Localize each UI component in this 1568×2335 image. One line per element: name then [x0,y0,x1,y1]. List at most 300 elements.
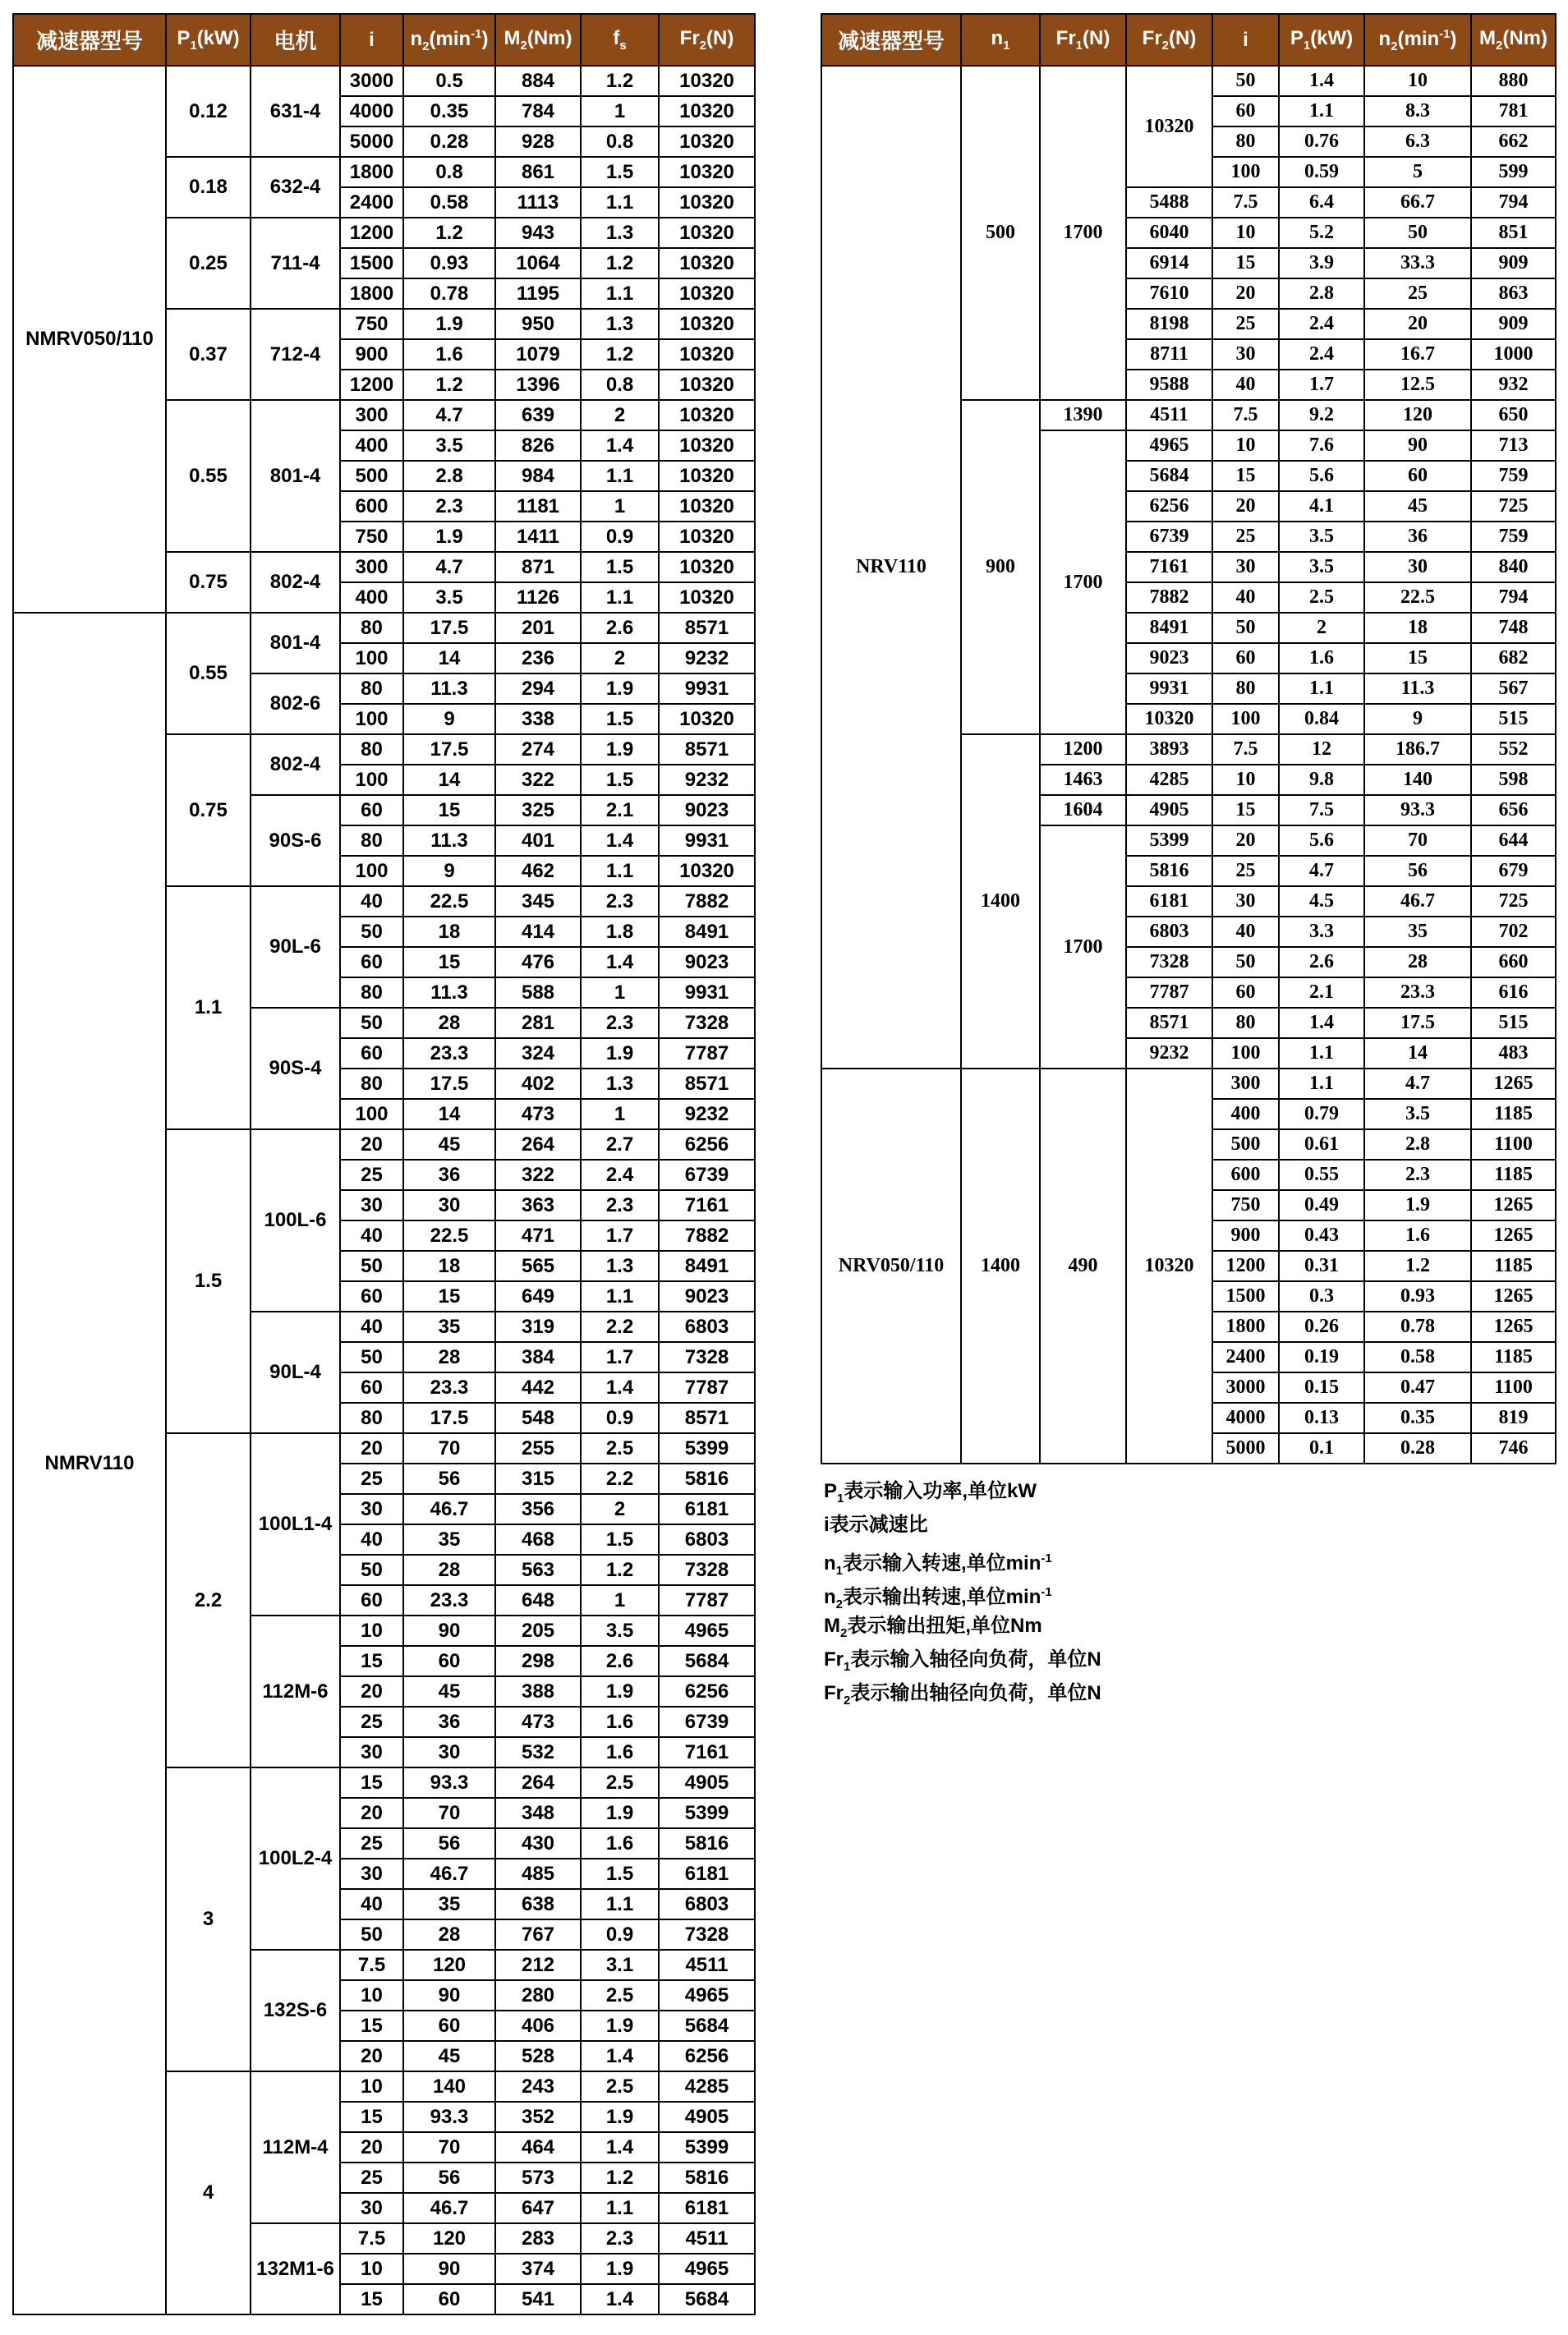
i-cell: 50 [1212,613,1279,643]
fr2-cell: 6181 [1126,886,1212,917]
fr2-cell: 5684 [1126,461,1212,491]
n2-cell: 8.3 [1364,96,1471,126]
fr2-cell: 6739 [659,1160,755,1190]
legend-line: $M_2$表示输出扭矩,单位Nm [824,1615,1042,1640]
fr2-cell: 9931 [1126,673,1212,704]
m2-cell: 1000 [1471,339,1556,370]
fs-cell: 1.9 [581,1798,659,1828]
n2-cell: 10 [1364,66,1471,96]
fr2-cell: 4965 [1126,430,1212,461]
m2-cell: 656 [1471,795,1556,825]
n2-cell: 60 [403,1646,495,1676]
i-cell: 600 [340,491,403,522]
m2-cell: 599 [1471,157,1556,187]
col-header-p1: $P_1(kW)$ [1279,14,1364,66]
power-cell: 0.18 [166,157,251,218]
n2-cell: 11.3 [403,673,495,704]
i-cell: 30 [1212,339,1279,370]
i-cell: 80 [340,613,403,643]
n2-cell: 70 [1364,825,1471,856]
m2-cell: 515 [1471,704,1556,734]
p1-cell: 1.1 [1279,96,1364,126]
i-cell: 750 [1212,1190,1279,1220]
m2-cell: 1126 [495,582,581,613]
fs-cell: 1.9 [581,1676,659,1707]
model-cell: NRV110 [821,66,961,1069]
fr2-cell: 9023 [659,947,755,977]
n2-cell: 9 [403,856,495,886]
p1-cell: 1.1 [1279,1069,1364,1099]
n2-cell: 45 [1364,491,1471,522]
i-cell: 7.5 [340,1950,403,1980]
m2-cell: 871 [495,552,581,582]
fr2-cell: 10320 [659,400,755,430]
m2-cell: 650 [1471,400,1556,430]
fs-cell: 1.1 [581,278,659,309]
fs-cell: 1.2 [581,1555,659,1585]
n2-cell: 90 [403,2254,495,2284]
n2-cell: 45 [403,2041,495,2071]
n2-cell: 4.7 [1364,1069,1471,1099]
m2-cell: 662 [1471,126,1556,157]
fr2-cell: 5816 [1126,856,1212,886]
fr2-cell: 6181 [659,1494,755,1524]
fr2-cell: 6803 [1126,917,1212,947]
motor-cell: 132M1-6 [251,2223,340,2314]
n2-cell: 0.5 [403,66,495,96]
n2-cell: 3.5 [403,582,495,613]
m2-cell: 483 [1471,1038,1556,1069]
fs-cell: 2.4 [581,1160,659,1190]
m2-cell: 476 [495,947,581,977]
m2-cell: 647 [495,2193,581,2223]
i-cell: 2400 [340,187,403,218]
col-header-n2: $n_2(\min^{-1})$ [403,14,495,66]
p1-cell: 0.26 [1279,1312,1364,1342]
i-cell: 10 [1212,218,1279,248]
m2-cell: 374 [495,2254,581,2284]
i-cell: 1800 [340,157,403,187]
m2-cell: 324 [495,1038,581,1069]
i-cell: 100 [340,704,403,734]
i-cell: 4000 [1212,1403,1279,1433]
m2-cell: 255 [495,1433,581,1464]
col-header-m2: $M_2(Nm)$ [495,14,581,66]
i-cell: 60 [340,947,403,977]
fr2-cell: 8491 [659,917,755,947]
fr2-cell: 10320 [659,126,755,157]
fr2-cell: 10320 [659,370,755,400]
n2-cell: 11.3 [1364,673,1471,704]
m2-cell: 345 [495,886,581,917]
i-cell: 7.5 [1212,187,1279,218]
m2-cell: 861 [495,157,581,187]
i-cell: 100 [340,1099,403,1129]
fs-cell: 1.6 [581,1828,659,1859]
fr2-cell: 4511 [659,2223,755,2254]
fr2-cell: 9232 [659,765,755,795]
i-cell: 500 [1212,1129,1279,1160]
fs-cell: 1.4 [581,2284,659,2314]
fr2-cell: 4511 [1126,400,1212,430]
m2-cell: 767 [495,1919,581,1950]
fr2-cell: 7161 [659,1737,755,1767]
i-cell: 80 [340,734,403,765]
i-cell: 25 [340,1160,403,1190]
fr2-cell: 9023 [1126,643,1212,673]
n2-cell: 45 [403,1676,495,1707]
i-cell: 15 [340,2011,403,2041]
n2-cell: 18 [1364,613,1471,643]
fs-cell: 1.9 [581,1038,659,1069]
n2-cell: 46.7 [403,1859,495,1889]
i-cell: 60 [1212,96,1279,126]
i-cell: 100 [1212,157,1279,187]
m2-cell: 338 [495,704,581,734]
i-cell: 80 [340,977,403,1008]
fr2-cell: 9931 [659,825,755,856]
n2-cell: 90 [1364,430,1471,461]
col-header-fr2: $Fr_2(N)$ [659,14,755,66]
col-header-i: i [1212,14,1279,66]
p1-cell: 0.43 [1279,1220,1364,1251]
m2-cell: 348 [495,1798,581,1828]
i-cell: 10 [340,2071,403,2102]
i-cell: 30 [340,1190,403,1220]
n2-cell: 60 [403,2011,495,2041]
fr2-cell: 9931 [659,673,755,704]
col-header-n1: $n_1$ [961,14,1040,66]
n2-cell: 25 [1364,278,1471,309]
fs-cell: 1.2 [581,248,659,278]
fr2-cell: 6040 [1126,218,1212,248]
col-header-fr1: $Fr_1(N)$ [1040,14,1126,66]
n2-cell: 93.3 [403,1767,495,1798]
col-header-n2: $n_2(\min^{-1})$ [1364,14,1471,66]
i-cell: 50 [340,1008,403,1038]
n2-cell: 36 [403,1707,495,1737]
fr2-cell: 6739 [659,1707,755,1737]
i-cell: 20 [1212,825,1279,856]
i-cell: 50 [1212,947,1279,977]
col-header-fs: $f_s$ [581,14,659,66]
n2-cell: 56 [403,1464,495,1494]
fr2-cell: 7787 [659,1585,755,1616]
motor-cell: 802-4 [251,552,340,613]
m2-cell: 565 [495,1251,581,1281]
n2-cell: 9 [1364,704,1471,734]
power-cell: 1.1 [166,886,251,1129]
motor-cell: 802-4 [251,734,340,795]
p1-cell: 3.3 [1279,917,1364,947]
m2-cell: 274 [495,734,581,765]
i-cell: 80 [340,673,403,704]
i-cell: 300 [340,552,403,582]
motor-cell: 90S-4 [251,1008,340,1129]
i-cell: 1800 [340,278,403,309]
i-cell: 60 [340,795,403,825]
i-cell: 10 [1212,765,1279,795]
m2-cell: 759 [1471,522,1556,552]
i-cell: 40 [1212,582,1279,613]
fr2-cell: 8571 [1126,1008,1212,1038]
m2-cell: 713 [1471,430,1556,461]
i-cell: 10 [340,2254,403,2284]
n2-cell: 14 [1364,1038,1471,1069]
fr2-cell: 5488 [1126,187,1212,218]
m2-cell: 567 [1471,673,1556,704]
motor-cell: 90L-6 [251,886,340,1008]
left-spec-table [12,13,756,2315]
p1-cell: 0.79 [1279,1099,1364,1129]
fs-cell: 1.5 [581,157,659,187]
n2-cell: 186.7 [1364,734,1471,765]
fr1-cell: 490 [1040,1069,1126,1464]
n2-cell: 35 [403,1312,495,1342]
i-cell: 80 [1212,126,1279,157]
n2-cell: 60 [403,2284,495,2314]
p1-cell: 2.5 [1279,582,1364,613]
n2-cell: 4.7 [403,552,495,582]
n2-cell: 0.35 [403,96,495,126]
power-cell: 0.55 [166,400,251,552]
i-cell: 20 [340,1676,403,1707]
fr1-cell: 1700 [1040,430,1126,734]
p1-cell: 0.3 [1279,1281,1364,1312]
n2-cell: 35 [1364,917,1471,947]
p1-cell: 0.31 [1279,1251,1364,1281]
p1-cell: 9.8 [1279,765,1364,795]
fr2-cell: 7328 [659,1555,755,1585]
i-cell: 50 [340,917,403,947]
m2-cell: 1265 [1471,1220,1556,1251]
n2-cell: 35 [403,1889,495,1919]
m2-cell: 325 [495,795,581,825]
p1-cell: 2.1 [1279,977,1364,1008]
n2-cell: 120 [1364,400,1471,430]
fs-cell: 1.4 [581,2132,659,2163]
legend [824,1474,1101,1710]
fr2-cell: 10320 [659,309,755,339]
n2-cell: 17.5 [403,1069,495,1099]
p1-cell: 0.1 [1279,1433,1364,1464]
m2-cell: 616 [1471,977,1556,1008]
i-cell: 30 [340,1494,403,1524]
p1-cell: 5.2 [1279,218,1364,248]
m2-cell: 402 [495,1069,581,1099]
i-cell: 60 [340,1585,403,1616]
i-cell: 750 [340,522,403,552]
m2-cell: 588 [495,977,581,1008]
i-cell: 25 [340,1464,403,1494]
i-cell: 15 [1212,795,1279,825]
n2-cell: 4.7 [403,400,495,430]
fs-cell: 1.1 [581,582,659,613]
i-cell: 50 [340,1342,403,1372]
i-cell: 1500 [1212,1281,1279,1312]
power-cell: 3 [166,1767,251,2071]
fr2-cell: 10320 [659,461,755,491]
i-cell: 50 [340,1919,403,1950]
fs-cell: 1.9 [581,734,659,765]
fr2-cell: 7787 [659,1372,755,1403]
i-cell: 60 [1212,977,1279,1008]
n2-cell: 28 [403,1008,495,1038]
m2-cell: 283 [495,2223,581,2254]
m2-cell: 356 [495,1494,581,1524]
fr2-cell: 4285 [659,2071,755,2102]
motor-cell: 100L1-4 [251,1433,340,1616]
fs-cell: 1.6 [581,1707,659,1737]
fs-cell: 1.1 [581,1889,659,1919]
fr2-cell: 5399 [659,2132,755,2163]
fs-cell: 1.3 [581,1069,659,1099]
fr2-cell: 8198 [1126,309,1212,339]
m2-cell: 201 [495,613,581,643]
fr2-cell: 10320 [659,278,755,309]
n2-cell: 11.3 [403,977,495,1008]
fr2-cell: 10320 [1126,704,1212,734]
fr2-cell: 4285 [1126,765,1212,795]
i-cell: 20 [340,2041,403,2071]
n2-cell: 2.8 [1364,1129,1471,1160]
i-cell: 40 [340,1220,403,1251]
n2-cell: 30 [403,1190,495,1220]
fs-cell: 1.2 [581,66,659,96]
fr2-cell: 6803 [659,1524,755,1555]
fr2-cell: 7328 [659,1919,755,1950]
fs-cell: 1.9 [581,2011,659,2041]
p1-cell: 0.13 [1279,1403,1364,1433]
power-cell: 0.55 [166,613,251,734]
fr2-cell: 10320 [659,704,755,734]
i-cell: 80 [1212,673,1279,704]
n2-cell: 15 [403,1281,495,1312]
i-cell: 3000 [340,66,403,96]
fs-cell: 1.4 [581,430,659,461]
fr2-cell: 5816 [659,2163,755,2193]
model-cell: NMRV050/110 [13,66,166,613]
fs-cell: 1.4 [581,947,659,977]
m2-cell: 648 [495,1585,581,1616]
i-cell: 25 [1212,522,1279,552]
fs-cell: 1.5 [581,552,659,582]
fs-cell: 1.9 [581,2254,659,2284]
m2-cell: 660 [1471,947,1556,977]
n2-cell: 3.5 [1364,1099,1471,1129]
m2-cell: 725 [1471,491,1556,522]
p1-cell: 1.1 [1279,673,1364,704]
i-cell: 40 [340,1889,403,1919]
motor-cell: 112M-4 [251,2071,340,2223]
n2-cell: 140 [1364,765,1471,795]
fr2-cell: 10320 [659,582,755,613]
n2-cell: 56 [1364,856,1471,886]
fr2-cell: 6739 [1126,522,1212,552]
n2-cell: 0.58 [1364,1342,1471,1372]
i-cell: 15 [1212,248,1279,278]
i-cell: 100 [340,643,403,673]
n2-cell: 15 [403,947,495,977]
col-header-model: 减速器型号 [13,14,166,66]
fr2-cell: 9232 [659,643,755,673]
fr2-cell: 10320 [659,552,755,582]
i-cell: 1500 [340,248,403,278]
fr2-cell: 6256 [659,1676,755,1707]
fs-cell: 2.3 [581,2223,659,2254]
fr1-cell: 1604 [1040,795,1126,825]
m2-cell: 1195 [495,278,581,309]
m2-cell: 909 [1471,309,1556,339]
p1-cell: 3.9 [1279,248,1364,278]
fs-cell: 2.3 [581,1008,659,1038]
p1-cell: 1.4 [1279,1008,1364,1038]
fs-cell: 2 [581,400,659,430]
fs-cell: 1.5 [581,765,659,795]
i-cell: 300 [340,400,403,430]
fr2-cell: 7787 [1126,977,1212,1008]
m2-cell: 552 [1471,734,1556,765]
fs-cell: 1.4 [581,1372,659,1403]
fs-cell: 2 [581,643,659,673]
m2-cell: 679 [1471,856,1556,886]
fs-cell: 1.2 [581,2163,659,2193]
m2-cell: 401 [495,825,581,856]
i-cell: 30 [340,1737,403,1767]
col-header-fr2: $Fr_2(N)$ [1126,14,1212,66]
fr2-cell: 7882 [1126,582,1212,613]
p1-cell: 2.4 [1279,309,1364,339]
n2-cell: 46.7 [403,2193,495,2223]
i-cell: 1200 [1212,1251,1279,1281]
n2-cell: 56 [403,1828,495,1859]
fs-cell: 0.9 [581,1403,659,1433]
n2-cell: 28 [403,1919,495,1950]
fr2-cell: 7882 [659,1220,755,1251]
fs-cell: 1.7 [581,1342,659,1372]
p1-cell: 7.5 [1279,795,1364,825]
fr2-cell: 4905 [659,1767,755,1798]
i-cell: 1200 [340,370,403,400]
fs-cell: 1.3 [581,309,659,339]
i-cell: 5000 [340,126,403,157]
n2-cell: 2.8 [403,461,495,491]
m2-cell: 1100 [1471,1129,1556,1160]
m2-cell: 414 [495,917,581,947]
fr2-cell: 4965 [659,2254,755,2284]
i-cell: 7.5 [1212,400,1279,430]
fr2-cell: 10320 [659,491,755,522]
fs-cell: 1.7 [581,1220,659,1251]
fr2-cell: 8571 [659,734,755,765]
n2-cell: 17.5 [1364,1008,1471,1038]
fr2-cell: 9232 [1126,1038,1212,1069]
fs-cell: 0.9 [581,522,659,552]
n2-cell: 22.5 [403,886,495,917]
p1-cell: 1.7 [1279,370,1364,400]
i-cell: 80 [340,825,403,856]
n2-cell: 0.35 [1364,1403,1471,1433]
table-row [13,613,755,643]
fs-cell: 3.1 [581,1950,659,1980]
m2-cell: 819 [1471,1403,1556,1433]
i-cell: 40 [340,886,403,917]
fs-cell: 0.8 [581,370,659,400]
i-cell: 25 [1212,856,1279,886]
m2-cell: 298 [495,1646,581,1676]
motor-cell: 90L-4 [251,1312,340,1433]
m2-cell: 826 [495,430,581,461]
